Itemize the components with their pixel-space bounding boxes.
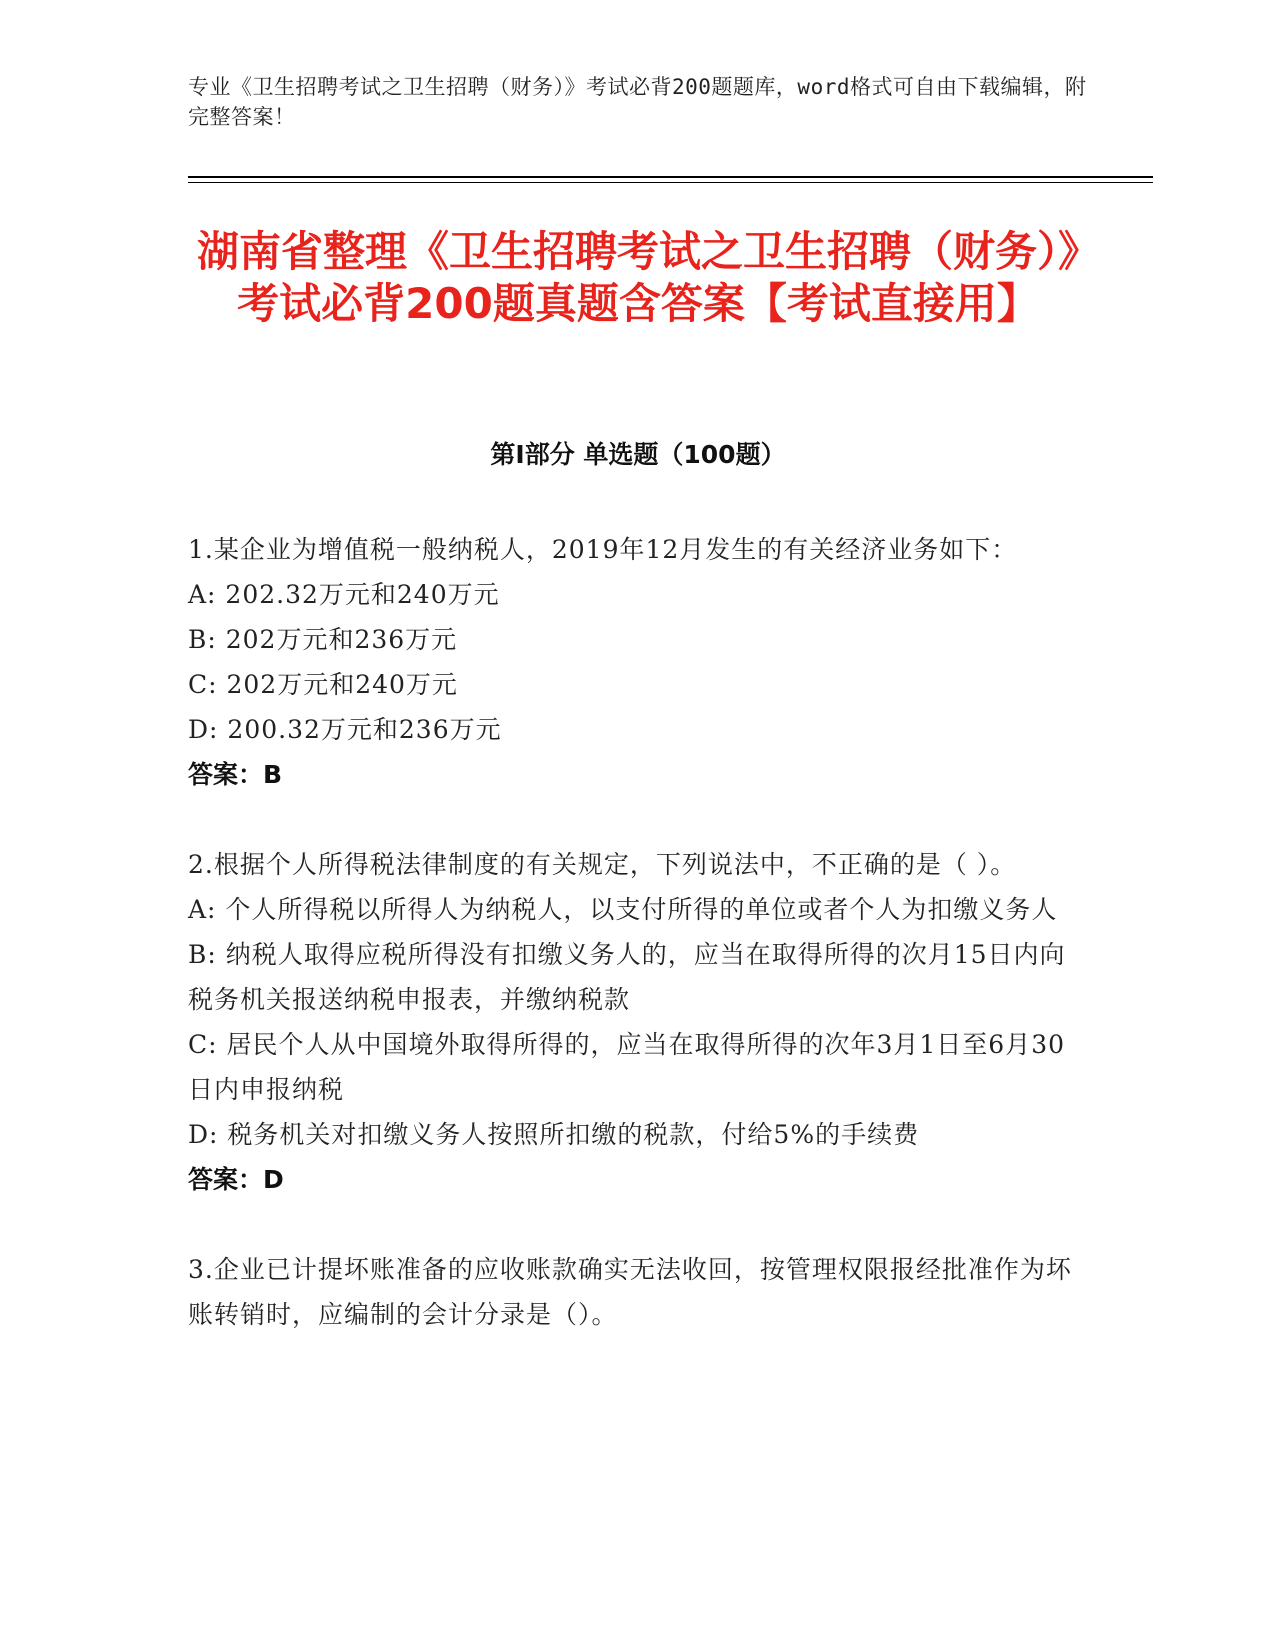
question-3 <box>188 1247 1088 1337</box>
question-2 <box>188 842 1088 1202</box>
option-c: C: 202万元和240万元 <box>188 670 458 699</box>
option-b: B: 纳税人取得应税所得没有扣缴义务人的，应当在取得所得的次月15日内向税务机关报送纳税申报表，并缴纳税款 <box>188 940 1066 1014</box>
document-title: 湖南省整理《卫生招聘考试之卫生招聘（财务）》考试必背200题真题含答案【考试直接用】 <box>196 227 1079 328</box>
option-d: D: 税务机关对扣缴义务人按照所扣缴的税款，付给5%的手续费 <box>188 1120 920 1149</box>
question-1 <box>188 527 1088 797</box>
option-c: C: 居民个人从中国境外取得所得的，应当在取得所得的次年3月1日至6月30日内申报纳税 <box>188 1030 1066 1104</box>
option-d: D: 200.32万元和236万元 <box>188 715 502 744</box>
option-b: B: 202万元和236万元 <box>188 625 458 654</box>
option-a: A: 202.32万元和240万元 <box>188 580 500 609</box>
header-note: 专业《卫生招聘考试之卫生招聘（财务）》考试必背200题题库，word格式可自由下载编辑，附完整答案！ <box>188 75 1087 129</box>
answer-label: 答案：B <box>188 760 283 789</box>
question-stem: 1.某企业为增值税一般纳税人，2019年12月发生的有关经济业务如下： <box>188 535 1018 564</box>
option-a: A: 个人所得税以所得人为纳税人，以支付所得的单位或者个人为扣缴义务人 <box>188 895 1058 924</box>
answer-label: 答案：D <box>188 1165 284 1194</box>
section-heading: 第I部分 单选题（100题） <box>490 440 786 469</box>
question-stem: 2.根据个人所得税法律制度的有关规定，下列说法中，不正确的是（ ）。 <box>188 850 1017 879</box>
question-list <box>188 527 1088 1382</box>
header-divider-thin <box>188 182 1153 183</box>
question-stem: 3.企业已计提坏账准备的应收账款确实无法收回，按管理权限报经批准作为坏账转销时，应编制的会计分录是（）。 <box>188 1255 1072 1329</box>
header-divider-thick <box>188 176 1153 178</box>
